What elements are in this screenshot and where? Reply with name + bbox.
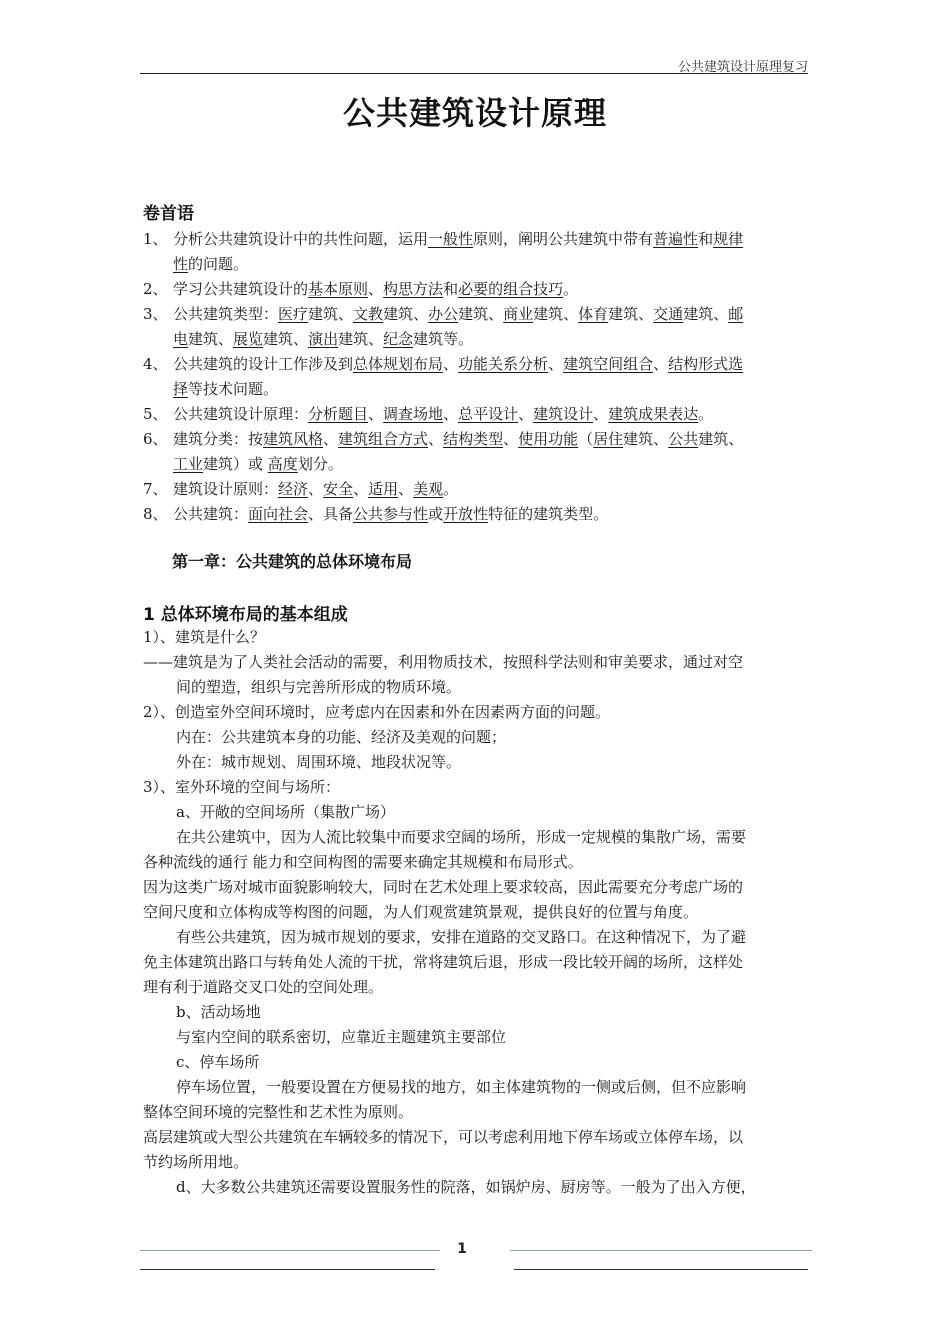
- underlined-term: 展览: [233, 330, 264, 348]
- underlined-term: 居住: [593, 430, 624, 448]
- document-title: 公共建筑设计原理: [342, 94, 607, 132]
- body-line: 理有利于道路交叉口处的空间处理。: [143, 978, 384, 996]
- footer-rule: [140, 1269, 435, 1270]
- underlined-term: 使用功能: [518, 430, 579, 448]
- body-line: 有些公共建筑，因为城市规划的要求，安排在道路的交叉路口。在这种情况下，为了避: [176, 928, 747, 946]
- underlined-term: 择: [173, 380, 189, 398]
- body-line: 节约场所用地。: [143, 1153, 249, 1171]
- body-line: 内在：公共建筑本身的功能、经济及美观的问题；: [176, 728, 507, 746]
- section-title: 1 总体环境布局的基本组成: [143, 605, 348, 625]
- underlined-term: 面向社会: [248, 505, 309, 523]
- underlined-term: 建筑成果表达: [608, 405, 699, 423]
- underlined-term: 一般性: [428, 230, 474, 248]
- underlined-term: 基本原则: [308, 280, 369, 298]
- body-line: 2）、创造室外空间环境时，应考虑内在因素和外在因素两方面的问题。: [143, 703, 611, 721]
- preface-item-3: 3、 公共建筑类型：医疗建筑、文教建筑、办公建筑、商业建筑、体育建筑、交通建筑、邮: [143, 305, 744, 323]
- underlined-term: 适用: [368, 480, 399, 498]
- underlined-term: 公共参与性: [353, 505, 429, 523]
- underlined-term: 邮: [728, 305, 744, 323]
- item-number: 4、: [143, 355, 168, 373]
- footer-rule: [510, 1250, 812, 1251]
- body-line: 各种流线的通行 能力和空间构图的需要来确定其规模和布局形式。: [143, 853, 583, 871]
- body-line: 在共公建筑中，因为人流比较集中而要求空阔的场所，形成一定规模的集散广场，需要: [176, 828, 747, 846]
- footer-rule: [140, 1250, 440, 1251]
- body-line: 停车场位置，一般要设置在方便易找的地方，如主体建筑物的一侧或后侧，但不应影响: [176, 1078, 747, 1096]
- preface-item-4: 4、 公共建筑的设计工作涉及到总体规划布局、功能关系分析、建筑空间组合、结构形式选: [143, 355, 744, 373]
- preface-item-1: 1、 分析公共建筑设计中的共性问题，运用一般性原则，阐明公共建筑中带有普遍性和规律: [143, 230, 744, 248]
- underlined-term: 工业: [173, 455, 204, 473]
- body-line: 高层建筑或大型公共建筑在车辆较多的情况下，可以考虑利用地下停车场或立体停车场，以: [143, 1128, 744, 1146]
- preface-item-4-cont: 择等技术问题。: [173, 380, 279, 398]
- body-line: 间的塑造，组织与完善所形成的物质环境。: [176, 678, 462, 696]
- underlined-term: 公共: [668, 430, 699, 448]
- preface-item-6-cont: 工业建筑）或 高度划分。: [173, 455, 343, 473]
- underlined-term: 交通: [653, 305, 684, 323]
- footer-rule: [514, 1269, 808, 1270]
- preface-item-5: 5、 公共建筑设计原理：分析题目、调查场地、总平设计、建筑设计、建筑成果表达。: [143, 405, 714, 423]
- underlined-term: 规律: [713, 230, 744, 248]
- preface-item-3-cont: 电建筑、展览建筑、演出建筑、纪念建筑等。: [173, 330, 474, 348]
- item-number: 3、: [143, 305, 168, 323]
- body-line: ——建筑是为了人类社会活动的需要，利用物质技术，按照科学法则和审美要求，通过对空: [143, 653, 744, 671]
- underlined-term: 性: [173, 255, 189, 273]
- underlined-term: 必要的组合技巧: [458, 280, 564, 298]
- preface-item-8: 8、 公共建筑：面向社会、具备公共参与性或开放性特征的建筑类型。: [143, 505, 609, 523]
- underlined-term: 电: [173, 330, 189, 348]
- underlined-term: 结构类型: [443, 430, 504, 448]
- running-header: 公共建筑设计原理复习: [677, 60, 808, 75]
- underlined-term: 建筑风格: [263, 430, 324, 448]
- body-line: 免主体建筑出路口与转角处人流的干扰，常将建筑后退，形成一段比较开阔的场所，这样处: [143, 953, 744, 971]
- underlined-term: 安全: [323, 480, 354, 498]
- body-line: d、大多数公共建筑还需要设置服务性的院落，如锅炉房、厨房等。一般为了出入方便，: [176, 1178, 756, 1196]
- header-rule: [140, 73, 808, 74]
- underlined-term: 调查场地: [383, 405, 444, 423]
- underlined-term: 结构形式选: [668, 355, 744, 373]
- body-line: a、开敞的空间场所（集散广场）: [176, 803, 395, 821]
- item-number: 6、: [143, 430, 168, 448]
- item-number: 1、: [143, 230, 168, 248]
- underlined-term: 开放性: [443, 505, 489, 523]
- body-line: 因为这类广场对城市面貌影响较大，同时在艺术处理上要求较高，因此需要充分考虑广场的: [143, 878, 744, 896]
- preface-item-1-cont: 性的问题。: [173, 255, 249, 273]
- item-number: 7、: [143, 480, 168, 498]
- underlined-term: 普遍性: [653, 230, 699, 248]
- item-number: 8、: [143, 505, 168, 523]
- preface-item-2: 2、 学习公共建筑设计的基本原则、构思方法和必要的组合技巧。: [143, 280, 579, 298]
- chapter-title: 第一章：公共建筑的总体环境布局: [172, 552, 413, 571]
- underlined-term: 建筑组合方式: [338, 430, 429, 448]
- underlined-term: 商业: [503, 305, 534, 323]
- body-line: 与室内空间的联系密切，应靠近主题建筑主要部位: [176, 1028, 507, 1046]
- preface-item-6: 6、 建筑分类：按建筑风格、建筑组合方式、结构类型、使用功能（居住建筑、公共建筑、: [143, 430, 744, 448]
- underlined-term: 建筑设计: [533, 405, 594, 423]
- underlined-term: 建筑空间组合: [563, 355, 654, 373]
- body-line: c、停车场所: [176, 1053, 260, 1071]
- underlined-term: 演出: [308, 330, 339, 348]
- body-line: 空间尺度和立体构成等构图的问题，为人们观赏建筑景观，提供良好的位置与角度。: [143, 903, 699, 921]
- body-line: 外在：城市规划、周围环境、地段状况等。: [176, 753, 462, 771]
- underlined-term: 功能关系分析: [458, 355, 549, 373]
- underlined-term: 办公: [428, 305, 459, 323]
- underlined-term: 美观: [413, 480, 444, 498]
- underlined-term: 总平设计: [458, 405, 519, 423]
- underlined-term: 高度: [267, 455, 298, 473]
- underlined-term: 总体规划布局: [353, 355, 444, 373]
- underlined-term: 分析题目: [308, 405, 369, 423]
- body-line: b、活动场地: [176, 1003, 261, 1021]
- body-line: 3）、室外环境的空间与场所：: [143, 778, 341, 796]
- underlined-term: 体育: [578, 305, 609, 323]
- item-number: 5、: [143, 405, 168, 423]
- preface-heading: 卷首语: [143, 204, 194, 224]
- body-line: 1）、建筑是什么？: [143, 628, 266, 646]
- body-line: 整体空间环境的完整性和艺术性为原则。: [143, 1103, 414, 1121]
- underlined-term: 经济: [278, 480, 309, 498]
- underlined-term: 文教: [353, 305, 384, 323]
- underlined-term: 医疗: [278, 305, 309, 323]
- item-number: 2、: [143, 280, 168, 298]
- underlined-term: 构思方法: [383, 280, 444, 298]
- page-footer: [0, 1230, 950, 1280]
- page-number: 1: [457, 1241, 467, 1257]
- underlined-term: 纪念: [383, 330, 414, 348]
- preface-item-7: 7、 建筑设计原则：经济、安全、适用、美观。: [143, 480, 459, 498]
